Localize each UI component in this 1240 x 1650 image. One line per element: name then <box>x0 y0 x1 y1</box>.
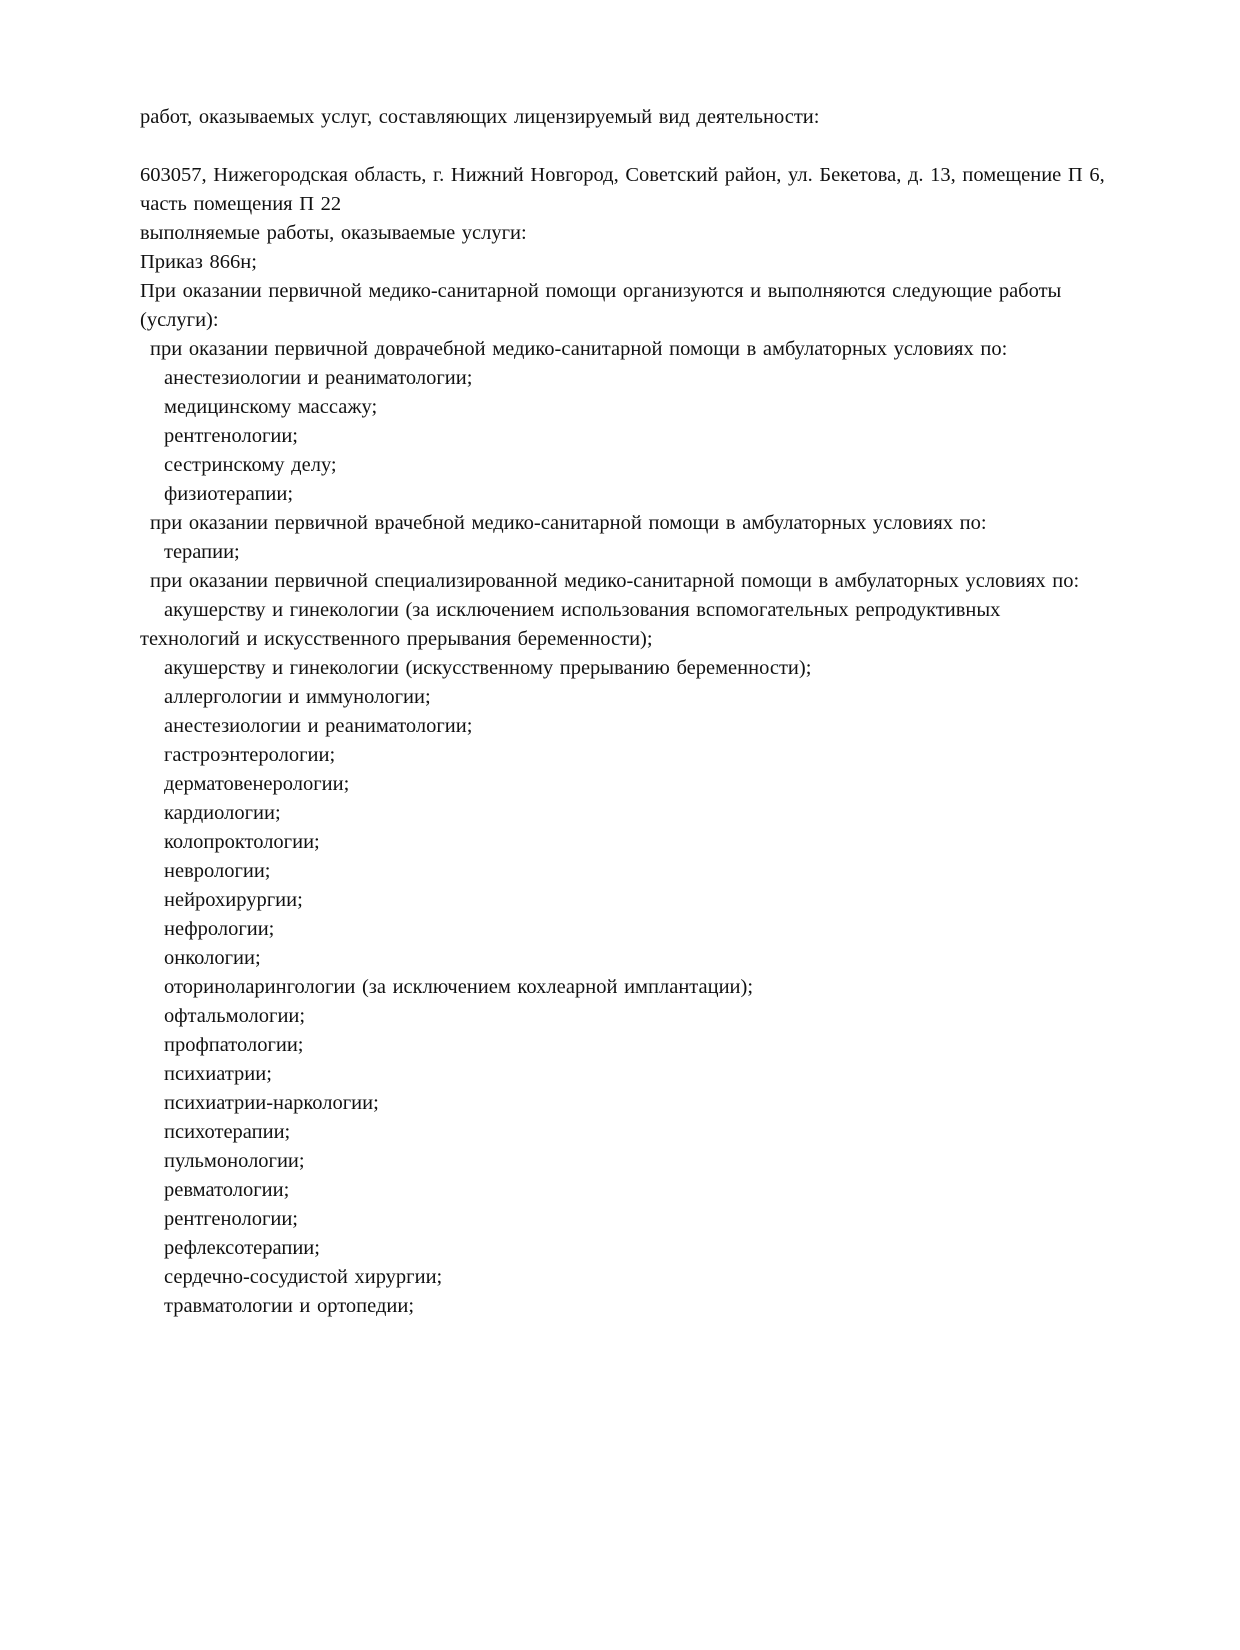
text-line: 603057, Нижегородская область, г. Нижний Новгород, Советский район, ул. Бекетова, д. 13, помещение П 6, часть помещения П 22 <box>140 164 1105 215</box>
text-line: терапии; <box>164 541 240 563</box>
text-line: анестезиологии и реаниматологии; <box>164 715 473 737</box>
text-line: выполняемые работы, оказываемые услуги: <box>140 222 527 244</box>
text-line: кардиологии; <box>164 802 281 824</box>
text-line: при оказании первичной доврачебной медико-санитарной помощи в амбулаторных условиях по: <box>150 338 1008 360</box>
text-line: нефрологии; <box>164 918 275 940</box>
text-line: при оказании первичной врачебной медико-санитарной помощи в амбулаторных условиях по: <box>150 512 987 534</box>
text-line: медицинскому массажу; <box>164 396 378 418</box>
text-line: рентгенологии; <box>164 425 298 447</box>
text-line: акушерству и гинекологии (искусственному прерыванию беременности); <box>164 657 812 679</box>
text-line: офтальмологии; <box>164 1005 306 1027</box>
text-line: психотерапии; <box>164 1121 291 1143</box>
text-line: анестезиологии и реаниматологии; <box>164 367 473 389</box>
text-line: гастроэнтерологии; <box>164 744 336 766</box>
text-line: травматологии и ортопедии; <box>164 1295 415 1317</box>
text-line: аллергологии и иммунологии; <box>164 686 431 708</box>
text-line: психиатрии-наркологии; <box>164 1092 379 1114</box>
text-line: оториноларингологии (за исключением кохлеарной имплантации); <box>164 976 754 998</box>
text-line: нейрохирургии; <box>164 889 303 911</box>
text-line: акушерству и гинекологии (за исключением использования вспомогательных репродуктивных технологий и искусственного прерывания беременности); <box>140 599 1001 650</box>
text-line: работ, оказываемых услуг, составляющих лицензируемый вид деятельности: <box>140 106 820 128</box>
text-line: рефлексотерапии; <box>164 1237 320 1259</box>
text-line: При оказании первичной медико-санитарной помощи организуются и выполняются следующие работы (услуги): <box>140 280 1062 331</box>
text-line: профпатологии; <box>164 1034 304 1056</box>
text-line: при оказании первичной специализированной медико-санитарной помощи в амбулаторных условиях по: <box>150 570 1080 592</box>
text-line: Приказ 866н; <box>140 251 257 273</box>
document-body <box>140 103 1105 1321</box>
text-line <box>140 132 1105 161</box>
text-line: сестринскому делу; <box>164 454 337 476</box>
text-line: ревматологии; <box>164 1179 290 1201</box>
text-line: пульмонологии; <box>164 1150 305 1172</box>
text-line: колопроктологии; <box>164 831 320 853</box>
text-line: физиотерапии; <box>164 483 294 505</box>
text-line: сердечно-сосудистой хирургии; <box>164 1266 443 1288</box>
text-line: онкологии; <box>164 947 261 969</box>
text-line: рентгенологии; <box>164 1208 298 1230</box>
text-line: неврологии; <box>164 860 271 882</box>
text-line: дерматовенерологии; <box>164 773 350 795</box>
text-line: психиатрии; <box>164 1063 272 1085</box>
